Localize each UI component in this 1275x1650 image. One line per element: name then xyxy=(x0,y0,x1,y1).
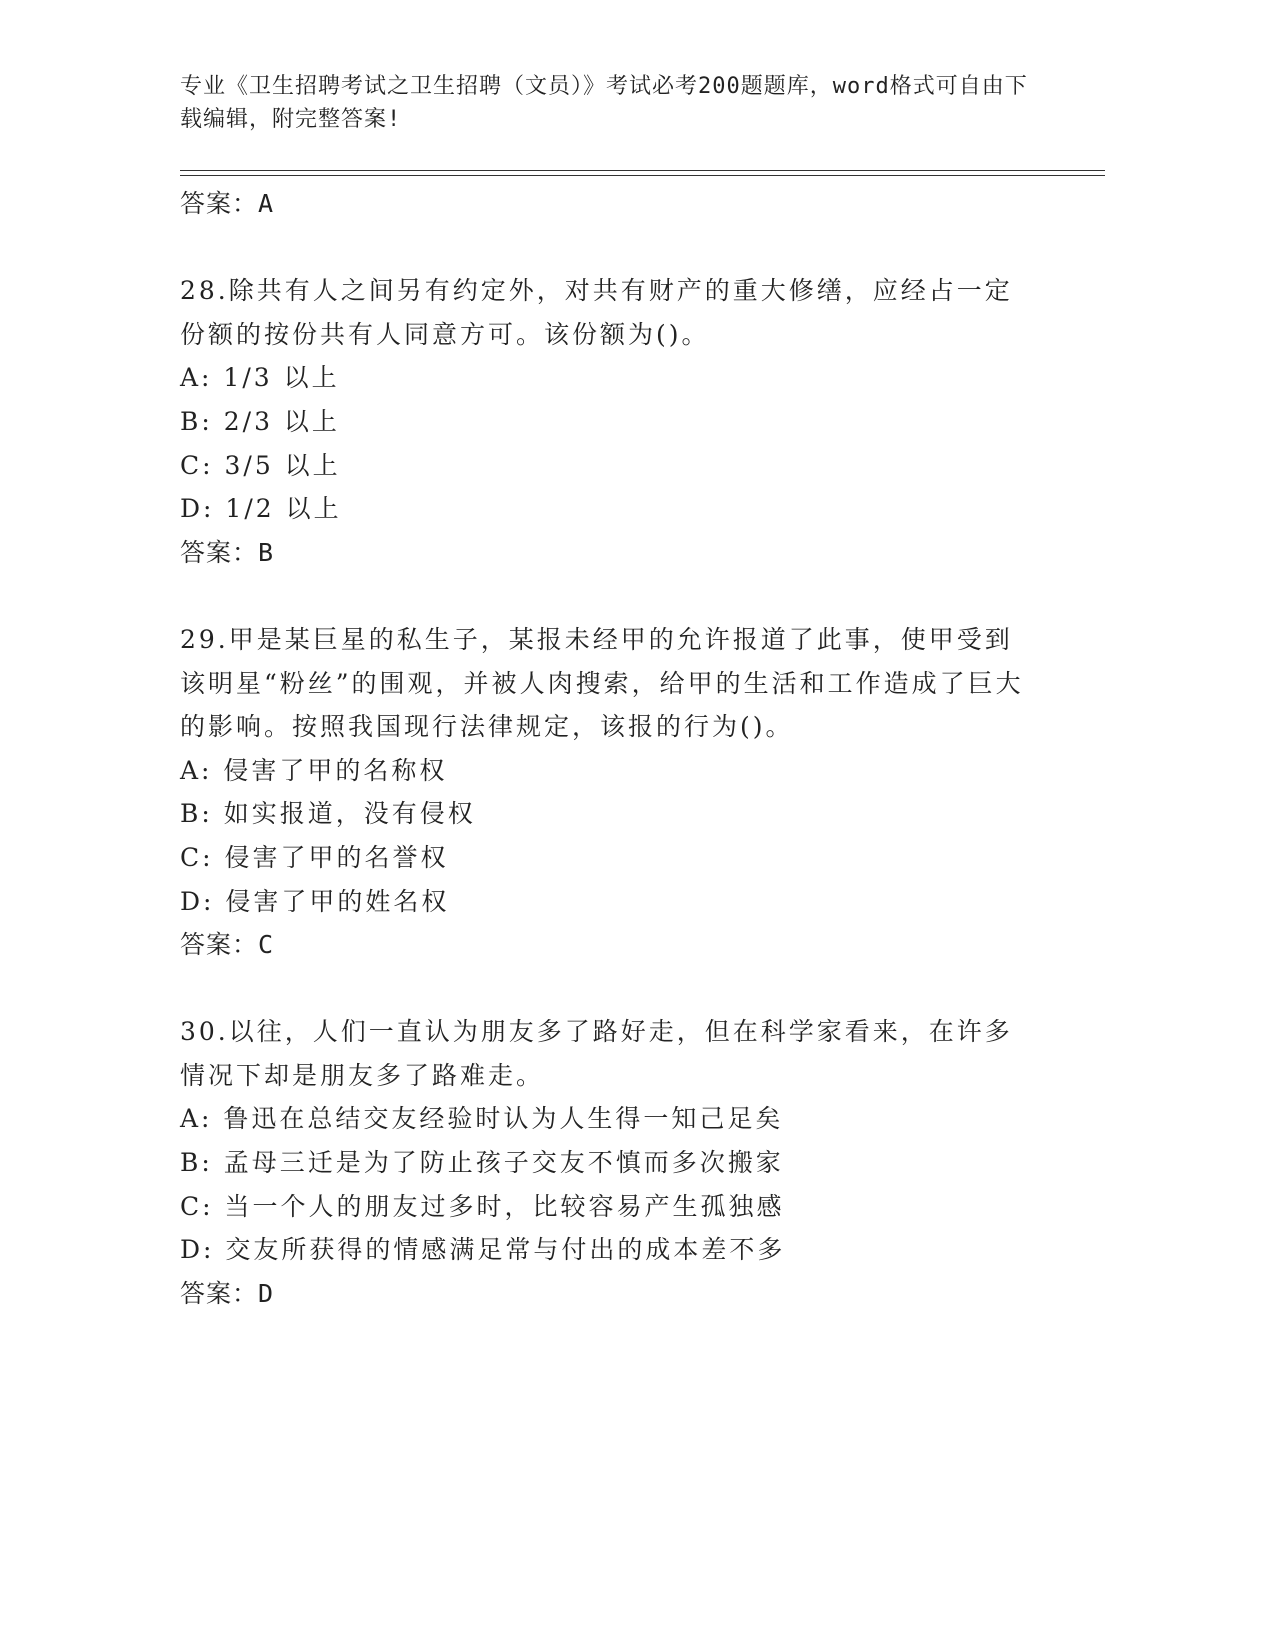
answer-line: 答案：A xyxy=(180,189,275,218)
answer-line: 答案：B xyxy=(180,537,275,567)
question-list xyxy=(180,182,1105,1315)
option-c: C: 侵害了甲的名誉权 xyxy=(180,842,449,872)
option-d: D: 交友所获得的情感满足常与付出的成本差不多 xyxy=(180,1235,786,1265)
question-text: 28.除共有人之间另有约定外，对共有财产的重大修缮，应经占一定份额的按份共有人同意方可。该份额为()。 xyxy=(180,276,1013,349)
option-a: A: 1/3 以上 xyxy=(180,363,340,393)
question-block xyxy=(180,618,1105,967)
question-block xyxy=(180,1010,1105,1315)
answer-line: 答案：D xyxy=(180,1278,275,1308)
document-intro: 专业《卫生招聘考试之卫生招聘（文员）》考试必考200题题库，word格式可自由下载编辑，附完整答案! xyxy=(180,74,1028,132)
header-divider-top xyxy=(180,170,1105,171)
option-b: B: 如实报道，没有侵权 xyxy=(180,799,476,829)
option-c: C: 当一个人的朋友过多时，比较容易产生孤独感 xyxy=(180,1191,785,1221)
option-b: B: 2/3 以上 xyxy=(180,406,340,436)
question-text: 30.以往，人们一直认为朋友多了路好走，但在科学家看来，在许多情况下却是朋友多了路难走。 xyxy=(180,1017,1013,1090)
option-b: B: 孟母三迁是为了防止孩子交友不慎而多次搬家 xyxy=(180,1148,784,1178)
option-d: D: 1/2 以上 xyxy=(180,494,342,524)
option-a: A: 侵害了甲的名称权 xyxy=(180,755,448,785)
question-block xyxy=(180,269,1105,574)
question-text: 29.甲是某巨星的私生子，某报未经甲的允许报道了此事，使甲受到该明星“粉丝”的围观，并被人肉搜索，给甲的生活和工作造成了巨大的影响。按照我国现行法律规定，该报的行为()。 xyxy=(180,624,1024,742)
option-c: C: 3/5 以上 xyxy=(180,450,341,480)
header-divider-bottom xyxy=(180,175,1105,176)
option-a: A: 鲁迅在总结交友经验时认为人生得一知己足矣 xyxy=(180,1104,784,1134)
option-d: D: 侵害了甲的姓名权 xyxy=(180,886,450,916)
answer-line: 答案：C xyxy=(180,930,275,960)
